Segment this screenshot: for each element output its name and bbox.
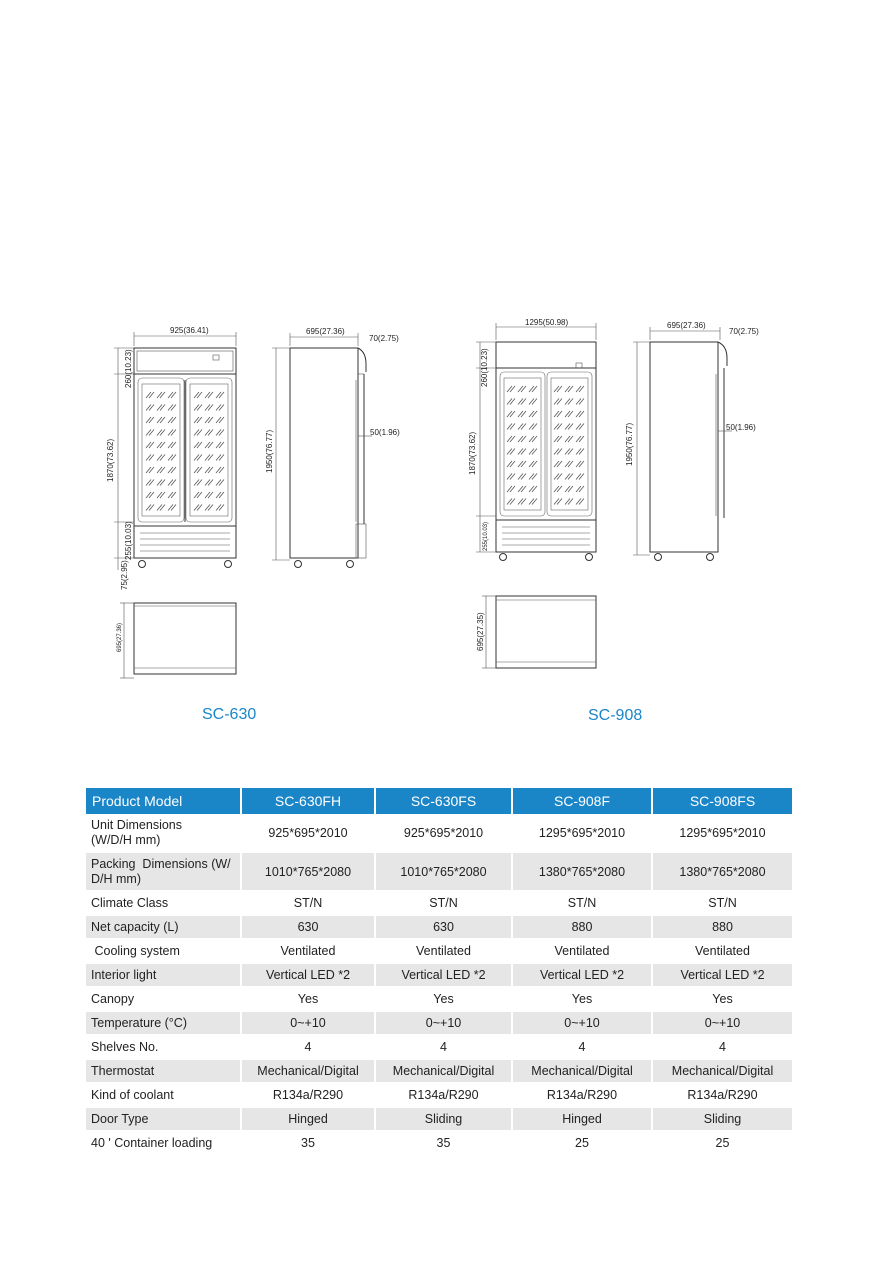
row-label-line: 40 ' Container loading xyxy=(91,1135,213,1150)
sc630-top-depth-dim: 695(27.36) xyxy=(117,622,123,652)
table-cell: 1380*765*2080 xyxy=(653,853,792,892)
table-cell: 35 xyxy=(242,1132,374,1156)
table-cell: 1010*765*2080 xyxy=(242,853,374,892)
row-label xyxy=(86,853,240,892)
table-cell: Mechanical/Digital xyxy=(653,1060,792,1084)
row-label xyxy=(86,814,240,853)
header-product-model: Product Model xyxy=(86,788,240,814)
table-row-canopy xyxy=(86,988,792,1012)
row-label xyxy=(86,964,240,988)
sc908-top-depth-dim: 695(27.35) xyxy=(476,612,485,651)
sc630-canopy-dim: 260(10.23) xyxy=(124,349,133,388)
table-cell: ST/N xyxy=(376,892,511,916)
spec-table xyxy=(84,788,794,1156)
sc908-top-view xyxy=(476,596,596,668)
table-cell: 1295*695*2010 xyxy=(653,814,792,853)
table-cell: 4 xyxy=(376,1036,511,1060)
row-label xyxy=(86,1084,240,1108)
table-cell: 0~+10 xyxy=(513,1012,651,1036)
table-row-packing-dimensions xyxy=(86,853,792,892)
sc630-handle-dim: 50(1.96) xyxy=(370,428,400,437)
row-label xyxy=(86,892,240,916)
table-cell: 1380*765*2080 xyxy=(513,853,651,892)
table-row-climate-class xyxy=(86,892,792,916)
sc908-caption: SC-908 xyxy=(588,707,643,724)
table-row-cooling-system xyxy=(86,940,792,964)
table-row-container-loading xyxy=(86,1132,792,1156)
sc908-handle-dim: 50(1.96) xyxy=(726,423,756,432)
header-sc908f: SC-908F xyxy=(513,788,651,814)
row-label-line: Kind of coolant xyxy=(91,1087,174,1102)
table-cell: ST/N xyxy=(513,892,651,916)
table-cell: Ventilated xyxy=(513,940,651,964)
row-label-line: Interior light xyxy=(91,967,157,982)
table-cell: Yes xyxy=(653,988,792,1012)
row-label-line: Net capacity (L) xyxy=(91,919,179,934)
table-cell: 1295*695*2010 xyxy=(513,814,651,853)
sc908-side-height-dim: 1950(76.77) xyxy=(625,422,634,466)
table-cell: Ventilated xyxy=(376,940,511,964)
sc908-side-depth-dim: 695(27.36) xyxy=(667,321,706,330)
header-sc908fs: SC-908FS xyxy=(653,788,792,814)
row-label-line: Unit Dimensions xyxy=(91,817,183,832)
sc908-front-view xyxy=(468,318,596,561)
table-cell: R134a/R290 xyxy=(242,1084,374,1108)
table-row-unit-dimensions xyxy=(86,814,792,853)
table-cell: 630 xyxy=(242,916,374,940)
table-cell: 925*695*2010 xyxy=(242,814,374,853)
table-cell: Yes xyxy=(242,988,374,1012)
row-label xyxy=(86,916,240,940)
row-label-line: D/H mm) xyxy=(91,871,141,886)
row-label-line: Shelves No. xyxy=(91,1039,159,1054)
sc630-base-dim: 255(10.03) xyxy=(124,521,133,560)
table-cell: 1010*765*2080 xyxy=(376,853,511,892)
row-label-line: Thermostat xyxy=(91,1063,155,1078)
sc630-feet-dim: 75(2.95) xyxy=(120,560,129,590)
table-row-temperature xyxy=(86,1012,792,1036)
table-cell: 35 xyxy=(376,1132,511,1156)
table-cell: Sliding xyxy=(653,1108,792,1132)
table-row-net-capacity xyxy=(86,916,792,940)
row-label-line: Canopy xyxy=(91,991,135,1006)
table-cell: R134a/R290 xyxy=(513,1084,651,1108)
sc908-width-dim: 1295(50.98) xyxy=(525,318,569,327)
table-cell: 0~+10 xyxy=(376,1012,511,1036)
row-label-line: (W/D/H mm) xyxy=(91,832,161,847)
row-label xyxy=(86,988,240,1012)
table-cell: 0~+10 xyxy=(653,1012,792,1036)
row-label xyxy=(86,940,240,964)
table-cell: Vertical LED *2 xyxy=(242,964,374,988)
table-cell: 630 xyxy=(376,916,511,940)
table-row-interior-light xyxy=(86,964,792,988)
spec-table-header xyxy=(86,788,792,814)
table-cell: Ventilated xyxy=(242,940,374,964)
table-cell: Vertical LED *2 xyxy=(513,964,651,988)
table-cell: 0~+10 xyxy=(242,1012,374,1036)
table-cell: 4 xyxy=(242,1036,374,1060)
row-label xyxy=(86,1060,240,1084)
table-cell: Vertical LED *2 xyxy=(653,964,792,988)
table-cell: ST/N xyxy=(653,892,792,916)
table-row-kind-of-coolant xyxy=(86,1084,792,1108)
sc908-base-dim: 255(10.03) xyxy=(483,521,489,551)
table-cell: 4 xyxy=(653,1036,792,1060)
sc908-canopy-depth-dim: 70(2.75) xyxy=(729,327,759,336)
row-label xyxy=(86,1108,240,1132)
header-sc630fs: SC-630FS xyxy=(376,788,511,814)
row-label-line: Packing Dimensions (W/ xyxy=(91,856,231,871)
table-cell: Hinged xyxy=(242,1108,374,1132)
table-row-thermostat xyxy=(86,1060,792,1084)
table-cell: R134a/R290 xyxy=(376,1084,511,1108)
table-row-door-type xyxy=(86,1108,792,1132)
row-label-line: Temperature (°C) xyxy=(91,1015,187,1030)
sc630-side-depth-dim: 695(27.36) xyxy=(306,327,345,336)
sc630-height-dim: 1870(73.62) xyxy=(106,438,115,482)
table-cell: Mechanical/Digital xyxy=(376,1060,511,1084)
table-cell: Hinged xyxy=(513,1108,651,1132)
sc908-glass-pattern xyxy=(507,386,584,505)
table-cell: Yes xyxy=(376,988,511,1012)
row-label-line: Climate Class xyxy=(91,895,169,910)
table-cell: R134a/R290 xyxy=(653,1084,792,1108)
sc630-side-height-dim: 1950(76.77) xyxy=(265,429,274,473)
sc630-width-dim: 925(36.41) xyxy=(170,326,209,335)
sc908-canopy-dim: 260(10.23) xyxy=(480,348,489,387)
table-row-shelves-no xyxy=(86,1036,792,1060)
table-cell: 25 xyxy=(513,1132,651,1156)
table-cell: 880 xyxy=(653,916,792,940)
sc630-front-view xyxy=(106,326,236,590)
technical-drawings xyxy=(0,300,875,740)
row-label xyxy=(86,1132,240,1156)
sc908-side-view xyxy=(625,321,759,561)
table-cell: ST/N xyxy=(242,892,374,916)
row-label-line: Door Type xyxy=(91,1111,149,1126)
table-cell: 25 xyxy=(653,1132,792,1156)
table-cell: Sliding xyxy=(376,1108,511,1132)
sc630-caption: SC-630 xyxy=(202,706,257,723)
row-label-line: Cooling system xyxy=(91,943,180,958)
table-cell: 880 xyxy=(513,916,651,940)
sc630-canopy-depth-dim: 70(2.75) xyxy=(369,334,399,343)
header-sc630fh: SC-630FH xyxy=(242,788,374,814)
table-cell: 4 xyxy=(513,1036,651,1060)
table-cell: Ventilated xyxy=(653,940,792,964)
sc630-side-view xyxy=(265,327,400,568)
sc630-top-view xyxy=(117,603,236,678)
table-cell: Mechanical/Digital xyxy=(242,1060,374,1084)
row-label xyxy=(86,1036,240,1060)
row-label xyxy=(86,1012,240,1036)
sc908-height-dim: 1870(73.62) xyxy=(468,431,477,475)
table-cell: Vertical LED *2 xyxy=(376,964,511,988)
table-cell: 925*695*2010 xyxy=(376,814,511,853)
table-cell: Mechanical/Digital xyxy=(513,1060,651,1084)
table-cell: Yes xyxy=(513,988,651,1012)
